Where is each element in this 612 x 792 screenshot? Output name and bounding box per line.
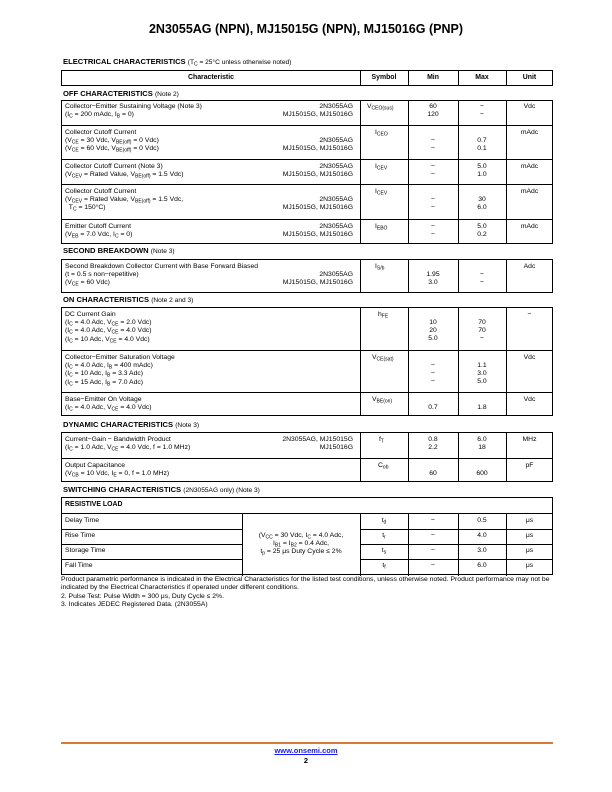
max: 30 6.0 [477,196,487,212]
unit: μs [525,562,534,569]
max: 3.0 [477,547,487,554]
devices: 2N3055AG MJ15015G, MJ15016G [282,137,353,153]
characteristic: Second Breakdown Collector Current with Base Forward Biased (t = 0.5 s non−repetitive) ($V_{CE} = 60$ Vdc) [65,263,259,288]
fall-time-label: Fall Time [65,562,93,569]
min: − − − [431,362,435,386]
max: 6.0 [477,562,487,569]
table-row [62,184,552,220]
devices: 2N3055AG, MJ15015G MJ15016G [282,436,353,452]
characteristic: Collector Cutoff Current ($V_{CEV}$ = Rated Value, $V_{BE(off)} = 1.5$ Vdc, $T_C = 150^\circ C$) [65,188,184,213]
max: 4.0 [477,532,487,539]
resistive-load-heading: RESISTIVE LOAD [65,501,123,508]
max: 0.7 0.1 [477,137,487,153]
col-max: Max [475,74,489,81]
col-min: Min [427,74,439,81]
characteristic: Current−Gain − Bandwidth Product ($I_C = 1.0$ Adc, $V_{CE} = 4.0$ Vdc, f = 1.0 MHz) [65,436,191,453]
second-breakdown-table [61,259,553,293]
symbol: $t_f$ [382,562,386,571]
col-unit: Unit [522,74,537,81]
characteristic: Collector Cutoff Current ($V_{CE} = 30$ Vdc, $V_{BE(off)} = 0$ Vdc) ($V_{CE} = 60$ Vdc, $V_{BE(off)} = 0$ Vdc) [65,129,159,154]
min: − [431,517,435,524]
table-row [62,308,552,350]
unit: Vdc [523,103,536,110]
switching-characteristics-heading: SWITCHING CHARACTERISTICS (2N3055AG only) (Note 3) [63,485,260,494]
devices: 2N3055AG MJ15015G, MJ15016G [282,196,353,212]
delay-time-label: Delay Time [65,517,99,524]
symbol: $f_T$ [379,436,384,445]
max: 70 70 − [478,319,486,343]
symbol: $I_{S/b}$ [375,263,385,272]
table-row [62,125,552,160]
characteristic: Collector−Emitter Sustaining Voltage (Note 3) ($I_C = 200$ mAdc, $I_B = 0$) [65,103,202,120]
second-breakdown-heading: SECOND BREAKDOWN (Note 3) [63,246,175,255]
heading-note: ($T_C = 25^\circ C$ unless otherwise noted) [187,59,292,68]
footnote-3: 3. Indicates JEDEC Registered Data. (2N3055A) [61,601,208,608]
symbol: $C_{ob}$ [378,462,389,471]
unit: pF [525,462,534,469]
characteristic: Collector Cutoff Current (Note 3) ($V_{CEV}$ = Rated Value, $V_{BE(off)} = 1.5$ Vdc) [65,163,184,180]
max: − − [480,103,484,119]
unit: mAdc [520,223,539,230]
characteristic: Output Capacitance ($V_{CB} = 10$ Vdc, $I_E = 0$, f = 1.0 MHz) [65,462,170,479]
symbol: $t_d$ [381,517,387,526]
unit: Vdc [523,396,536,403]
footnote-2: 2. Pulse Test: Pulse Width = 300 μs, Duty Cycle ≤ 2%. [61,593,224,600]
unit: μs [525,547,534,554]
switching-characteristics-table [61,497,553,575]
test-conditions: ($V_{CC} = 30$ Vdc, $I_C = 4.0$ Adc, $I_{B1} = I_{B2} = 0.4$ Adc, $t_p = 25$ μs Duty Cycle ≤ 2% [258,532,344,557]
heading-text: ELECTRICAL CHARACTERISTICS [63,57,186,66]
unit: mAdc [520,163,539,170]
unit: Vdc [523,354,536,361]
table-row [62,433,552,458]
max: − − [480,271,484,287]
symbol: $V_{CE(sat)}$ [372,354,394,363]
col-symbol: Symbol [371,74,397,81]
table-row [62,350,552,393]
characteristic: Emitter Cutoff Current ($V_{EB} = 7.0$ Vdc, $I_C = 0$) [65,223,133,240]
unit: μs [525,517,534,524]
symbol: $V_{BE(on)}$ [372,396,393,405]
symbol: $I_{CEO}$ [375,129,388,138]
switching-rows [62,513,552,576]
max: 600 [476,470,488,477]
symbol: $t_s$ [381,547,387,556]
characteristic: Base−Emitter On Voltage ($I_C = 4.0$ Adc, $V_{CE} = 4.0$ Vdc) [65,396,152,413]
unit: mAdc [520,188,539,195]
min: 1.95 3.0 [426,271,440,287]
rise-time-label: Rise Time [65,532,96,539]
dynamic-characteristics-table [61,432,553,482]
table-row [62,159,552,185]
on-characteristics-heading: ON CHARACTERISTICS (Note 2 and 3) [63,295,194,304]
off-characteristics-heading: OFF CHARACTERISTICS (Note 2) [63,89,179,98]
footnote-paragraph: Product parametric performance is indicated in the Electrical Characteristics for the listed test conditions, unless otherwise noted. Product performance may not be indicated by the Electrical Characteristics if operated under different conditions. [61,576,550,592]
website-link[interactable]: www.onsemi.com [274,746,338,755]
unit: mAdc [520,129,539,136]
max: 0.5 [477,517,487,524]
symbol: $I_{CEV}$ [375,188,388,197]
characteristic: Collector−Emitter Saturation Voltage ($I_C = 4.0$ Adc, $I_B = 400$ mAdc) ($I_C = 10$ Adc, $I_B = 3.3$ Adc) ($I_C = 15$ Adc, $I_B = 7.0$ Adc) [65,354,175,388]
unit: Adc [523,263,536,270]
min: 0.7 [428,404,438,411]
characteristic: DC Current Gain ($I_C = 4.0$ Adc, $V_{CE} = 2.0$ Vdc) ($I_C = 4.0$ Adc, $V_{CE} = 4.0$ Vdc) ($I_C = 10$ Adc, $V_{CE} = 4.0$ Vdc) [65,311,152,345]
min: − [431,562,435,569]
symbol: $h_{FE}$ [378,311,389,320]
col-characteristic: Characteristic [188,74,234,81]
table-row [62,219,552,245]
max: 5.0 0.2 [477,223,487,239]
unit: μs [525,532,534,539]
symbol: $I_{CEV}$ [375,163,388,172]
symbol: $I_{EBO}$ [375,223,388,232]
footer-rule [61,742,553,744]
dynamic-characteristics-heading: DYNAMIC CHARACTERISTICS (Note 3) [63,420,200,429]
column-header-row [61,70,553,86]
devices: 2N3055AG MJ15015G, MJ15016G [282,271,353,287]
max: 1.1 3.0 5.0 [477,362,487,386]
page-number: 2 [303,756,309,765]
min: 10 20 5.0 [428,319,438,343]
on-characteristics-table [61,307,553,416]
min: − − [431,223,435,239]
min: − [431,547,435,554]
table-row [62,458,552,483]
page-title: 2N3055AG (NPN), MJ15015G (NPN), MJ15016G (PNP) [148,22,463,36]
min: − − [431,163,435,179]
max: 1.8 [477,404,487,411]
symbol: $V_{CEO(sus)}$ [367,103,394,112]
min: − − [431,137,435,153]
max: 6.0 18 [477,436,487,452]
symbol: $t_r$ [382,532,386,541]
min: − − [431,196,435,212]
devices: 2N3055AG MJ15015G, MJ15016G [282,103,353,119]
devices: 2N3055AG MJ15015G, MJ15016G [282,163,353,179]
table-row [62,392,552,417]
storage-time-label: Storage Time [65,547,106,554]
unit: MHz [522,436,537,443]
max: 5.0 1.0 [477,163,487,179]
devices: 2N3055AG MJ15015G, MJ15016G [282,223,353,239]
min: 60 [429,470,437,477]
min: 60 120 [427,103,439,119]
electrical-characteristics-heading [63,57,291,66]
min: 0.8 2.2 [428,436,438,452]
min: − [431,532,435,539]
unit: − [527,311,532,318]
off-characteristics-table [61,100,553,244]
table-row [62,101,552,125]
